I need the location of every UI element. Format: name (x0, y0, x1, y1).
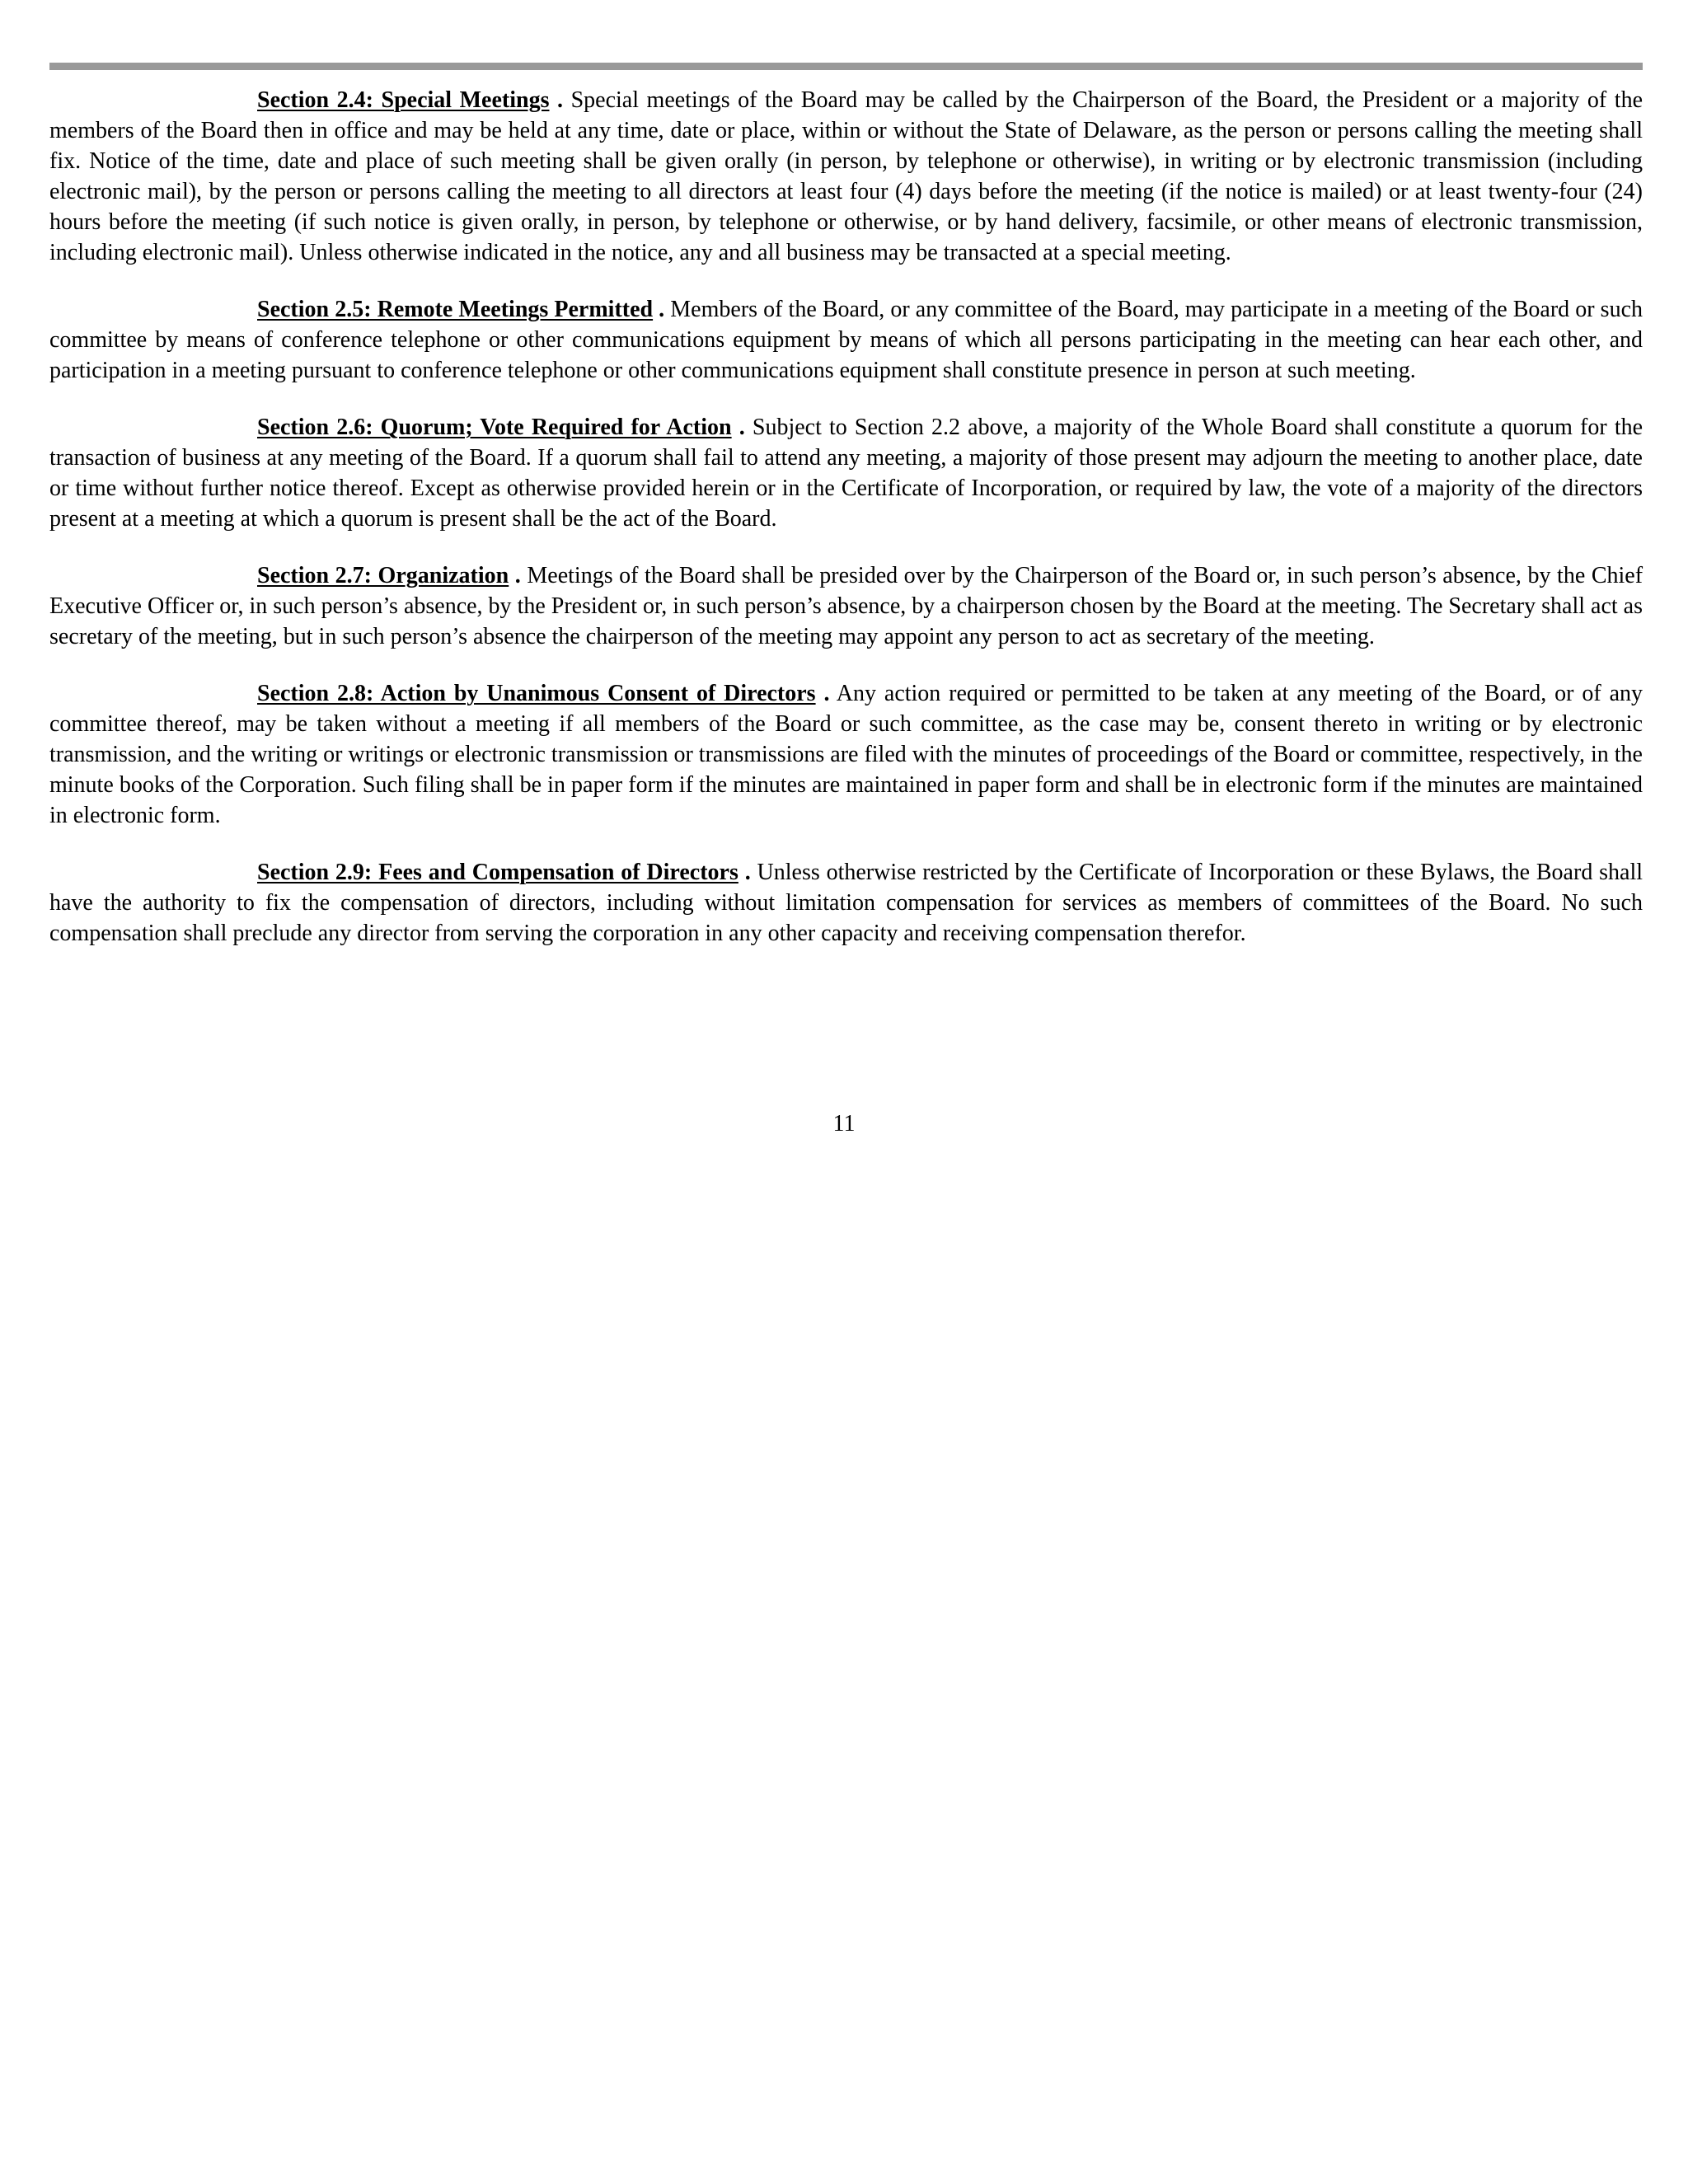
section-2-6: Section 2.6: Quorum; Vote Required for Action . Subject to Section 2.2 above, a majority of the Whole Board shall constitute a quorum for the transaction of business at any meeting of the Board. If a quorum shall fail to attend any meeting, a majority of those present may adjourn the meeting to another place, date or time without further notice thereof. Except as otherwise provided herein or in the Certificate of Incorporation, or required by law, the vote of a majority of the directors present at a meeting at which a quorum is present shall be the act of the Board. (49, 415, 1643, 532)
section-2-8: Section 2.8: Action by Unanimous Consent of Directors . Any action required or permitted to be taken at any meeting of the Board, or of any committee thereof, may be taken without a meeting if all members of the Board or such committee, as the case may be, consent thereto in writing or by electronic transmission, and the writing or writings or electronic transmission or transmissions are filed with the minutes of proceedings of the Board or committee, respectively, in the minute books of the Corporation. Such filing shall be in paper form if the minutes are maintained in paper form and shall be in electronic form if the minutes are maintained in electronic form. (49, 681, 1643, 828)
section-text: Special meetings of the Board may be called by the Chairperson of the Board, the President or a majority of the members of the Board then in office and may be held at any time, date or place, within or without the State of Delaware, as the person or persons calling the meeting shall fix. Notice of the time, date and place of such meeting shall be given orally (in person, by telephone or otherwise), in writing or by electronic transmission (including electronic mail), by the person or persons calling the meeting to all directors at least four (4) days before the meeting (if the notice is mailed) or at least twenty-four (24) hours before the meeting (if such notice is given orally, in person, by telephone or otherwise, or by hand delivery, facsimile, or other means of electronic transmission, including electronic mail). Unless otherwise indicated in the notice, any and all business may be transacted at a special meeting. (49, 87, 1643, 265)
section-heading: Section 2.6: Quorum; Vote Required for Action (257, 415, 732, 440)
section-heading: Section 2.5: Remote Meetings Permitted (257, 297, 654, 322)
section-2-4: Section 2.4: Special Meetings . Special meetings of the Board may be called by the Chairperson of the Board, the President or a majority of the members of the Board then in office and may be held at any time, date or place, within or without the State of Delaware, as the person or persons calling the meeting shall fix. Notice of the time, date and place of such meeting shall be given orally (in person, by telephone or otherwise), in writing or by electronic transmission (including electronic mail), by the person or persons calling the meeting to all directors at least four (4) days before the meeting (if the notice is mailed) or at least twenty-four (24) hours before the meeting (if such notice is given orally, in person, by telephone or otherwise, or by hand delivery, facsimile, or other means of electronic transmission, including electronic mail). Unless otherwise indicated in the notice, any and all business may be transacted at a special meeting. (49, 87, 1643, 265)
section-text: Any action required or permitted to be taken at any meeting of the Board, or of any committee thereof, may be taken without a meeting if all members of the Board or such committee, as the case may be, consent thereto in writing or by electronic transmission, and the writing or writings or electronic transmission or transmissions are filed with the minutes of proceedings of the Board or committee, respectively, in the minute books of the Corporation. Such filing shall be in paper form if the minutes are maintained in paper form and shall be in electronic form if the minutes are maintained in electronic form. (49, 681, 1643, 828)
section-text: Members of the Board, or any committee of the Board, may participate in a meeting of the Board or such committee by means of conference telephone or other communications equipment by means of which all persons participating in the meeting can hear each other, and participation in a meeting pursuant to conference telephone or other communications equipment shall constitute presence in person at such meeting. (49, 297, 1643, 383)
section-heading: Section 2.8: Action by Unanimous Consent of Directors (257, 681, 816, 706)
top-rule-divider (49, 63, 1643, 70)
section-2-9: Section 2.9: Fees and Compensation of Directors . Unless otherwise restricted by the Certificate of Incorporation or these Bylaws, the Board shall have the authority to fix the compensation of directors, including without limitation compensation for services as members of committees of the Board. No such compensation shall preclude any director from serving the corporation in any other capacity and receiving compensation therefor. (49, 860, 1643, 946)
section-heading: Section 2.7: Organization (257, 563, 509, 588)
section-text: Unless otherwise restricted by the Certificate of Incorporation or these Bylaws, the Board shall have the authority to fix the compensation of directors, including without limitation compensation for services as members of committees of the Board. No such compensation shall preclude any director from serving the corporation in any other capacity and receiving compensation therefor. (49, 860, 1643, 946)
document-body (49, 85, 1643, 975)
section-2-5: Section 2.5: Remote Meetings Permitted . Members of the Board, or any committee of the Board, may participate in a meeting of the Board or such committee by means of conference telephone or other communications equipment by means of which all persons participating in the meeting can hear each other, and participation in a meeting pursuant to conference telephone or other communications equipment shall constitute presence in person at such meeting. (49, 297, 1643, 383)
section-2-7: Section 2.7: Organization . Meetings of the Board shall be presided over by the Chairperson of the Board or, in such person’s absence, by the Chief Executive Officer or, in such person’s absence, by the President or, in such person’s absence, by a chairperson chosen by the Board at the meeting. The Secretary shall act as secretary of the meeting, but in such person’s absence the chairperson of the meeting may appoint any person to act as secretary of the meeting. (49, 563, 1643, 649)
section-text: Subject to Section 2.2 above, a majority of the Whole Board shall constitute a quorum for the transaction of business at any meeting of the Board. If a quorum shall fail to attend any meeting, a majority of those present may adjourn the meeting to another place, date or time without further notice thereof. Except as otherwise provided herein or in the Certificate of Incorporation, or required by law, the vote of a majority of the directors present at a meeting at which a quorum is present shall be the act of the Board. (49, 415, 1643, 532)
section-text: Meetings of the Board shall be presided over by the Chairperson of the Board or, in such person’s absence, by the Chief Executive Officer or, in such person’s absence, by the President or, in such person’s absence, by a chairperson chosen by the Board at the meeting. The Secretary shall act as secretary of the meeting, but in such person’s absence the chairperson of the meeting may appoint any person to act as secretary of the meeting. (49, 563, 1643, 649)
section-heading: Section 2.4: Special Meetings (257, 87, 550, 113)
section-heading: Section 2.9: Fees and Compensation of Directors (257, 860, 738, 885)
page-number: 11 (832, 1111, 856, 1137)
